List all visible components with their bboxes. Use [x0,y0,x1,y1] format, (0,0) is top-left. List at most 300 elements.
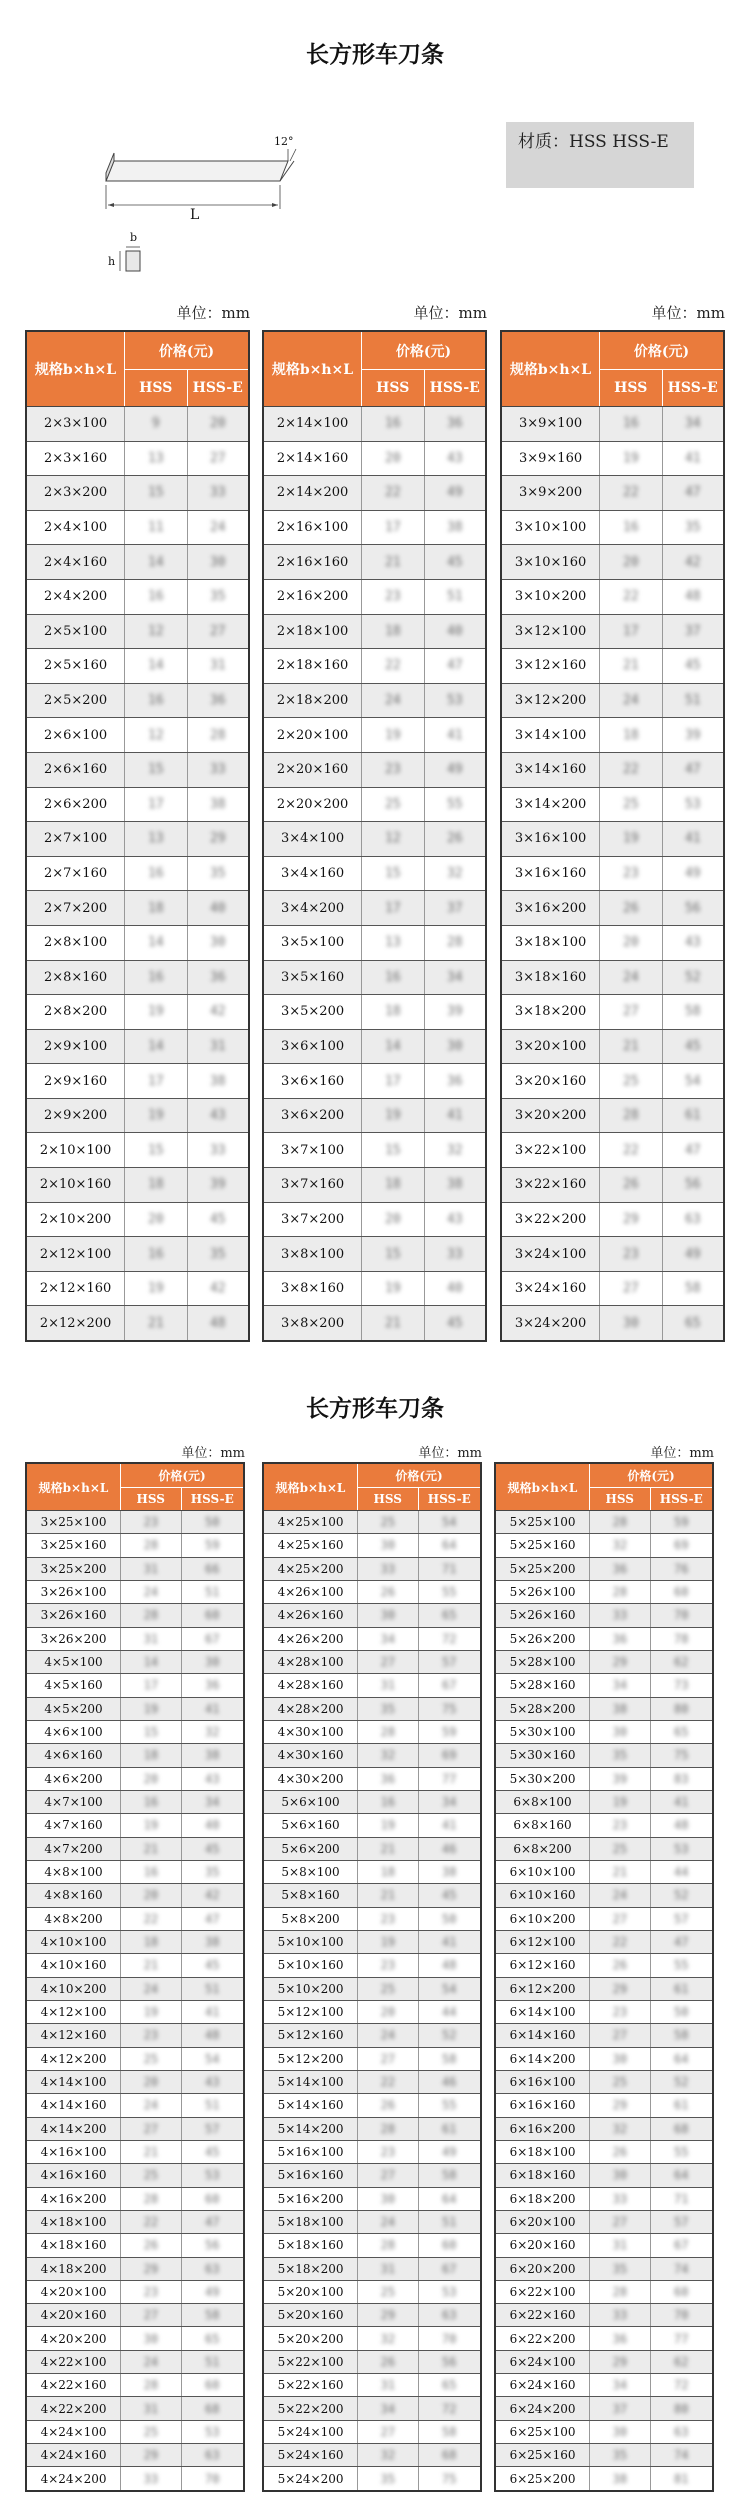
table-row [264,2234,480,2257]
hsse-price-cell: 41 [663,822,723,856]
hsse-price-cell: 32 [182,1721,243,1743]
hss-price-cell: 14 [125,926,187,960]
table-row [27,2141,243,2164]
hss-price-cell: 26 [600,1168,662,1202]
section-title: 长方形车刀条 [306,1396,444,1422]
hss-price-cell: 23 [590,1814,650,1836]
spec-cell: 3×16×100 [502,822,600,856]
table-row [264,1628,480,1651]
table-row [27,1861,243,1884]
table-row [27,2024,243,2047]
spec-cell: 3×26×160 [27,1604,121,1626]
hss-price-cell: 19 [121,1814,181,1836]
table-row [264,1674,480,1697]
hss-price-cell: 23 [358,1954,418,1976]
spec-cell: 2×12×100 [27,1237,125,1271]
hss-price-cell: 20 [600,545,662,579]
table-row [264,926,485,961]
table-row [496,1674,712,1697]
spec-cell: 2×4×100 [27,511,125,545]
table-row [496,2327,712,2350]
spec-cell: 6×12×200 [496,1978,590,2000]
table-row [502,684,723,719]
table-row [27,2188,243,2211]
table-header [502,332,723,407]
hss-price-cell: 18 [362,995,424,1029]
hsse-price-cell: 38 [182,1744,243,1766]
hss-price-cell: 30 [590,1721,650,1743]
hss-price-cell: 14 [362,1030,424,1064]
table-row [502,1203,723,1238]
hsse-price-cell: 42 [663,545,723,579]
hss-price-cell: 23 [362,580,424,614]
hsse-price-cell: 54 [182,2048,243,2070]
hsse-price-cell: 57 [651,1908,712,1930]
spec-cell: 3×22×200 [502,1203,600,1237]
hss-price-cell: 26 [358,2351,418,2373]
hss-price-cell: 32 [590,1534,650,1556]
spec-cell: 5×12×160 [264,2024,358,2046]
hss-price-cell: 18 [125,1168,187,1202]
table-row [27,1954,243,1977]
table-row [264,2281,480,2304]
hss-price-cell: 39 [590,1768,650,1790]
spec-cell: 4×22×100 [27,2351,121,2373]
spec-cell: 5×10×160 [264,1954,358,1976]
hss-price-cell: 16 [125,580,187,614]
spec-cell: 4×12×100 [27,2001,121,2023]
hsse-price-cell: 69 [419,1744,480,1766]
table-row [264,2421,480,2444]
spec-cell: 5×18×100 [264,2211,358,2233]
spec-cell: 3×5×160 [264,961,362,995]
table-row [264,407,485,442]
table-row [264,2374,480,2397]
table-row [496,1931,712,1954]
table-row [496,2281,712,2304]
hss-price-cell: 20 [362,442,424,476]
table-row [264,684,485,719]
spec-cell: 5×6×100 [264,1791,358,1813]
hsse-price-cell: 48 [182,2024,243,2046]
hsse-price-cell: 59 [651,1511,712,1533]
spec-cell: 3×14×200 [502,788,600,822]
hsse-price-cell: 80 [651,1698,712,1720]
table-row [264,1954,480,1977]
hsse-price-cell: 38 [182,1931,243,1953]
hsse-price-cell: 33 [425,1237,485,1271]
hsse-header: HSS-E [190,1492,234,1506]
hsse-price-cell: 44 [419,2001,480,2023]
spec-cell: 3×20×200 [502,1099,600,1133]
hss-price-cell: 27 [358,2048,418,2070]
table-row [502,442,723,477]
hss-price-cell: 19 [358,1931,418,1953]
hss-price-cell: 28 [600,1099,662,1133]
hsse-price-cell: 73 [651,1674,712,1696]
spec-cell: 3×4×160 [264,857,362,891]
table-row [496,2188,712,2211]
table-row [496,1581,712,1604]
hss-price-cell: 20 [125,1203,187,1237]
unit-label: 单位：mm [176,304,250,322]
price-header: 价格(元) [362,332,485,370]
hsse-price-cell: 72 [651,2374,712,2396]
material-box: 材质：HSS HSS-E [506,122,694,188]
spec-cell: 6×14×100 [496,2001,590,2023]
spec-cell: 4×25×200 [264,1558,358,1580]
spec-cell: 4×22×200 [27,2397,121,2419]
spec-cell: 6×22×160 [496,2304,590,2326]
hss-price-cell: 13 [125,822,187,856]
hss-price-cell: 24 [600,961,662,995]
price-subheaders [121,1488,243,1510]
hsse-price-cell: 42 [188,1272,248,1306]
table-row [502,857,723,892]
hsse-price-cell: 60 [182,1604,243,1626]
hss-header: HSS [600,370,663,406]
hsse-price-cell: 45 [425,1306,485,1340]
table-row [27,2048,243,2071]
table-row [264,2024,480,2047]
spec-cell: 6×10×100 [496,1861,590,1883]
spec-header: 规格b×h×L [264,332,362,406]
table-row [264,961,485,996]
hsse-price-cell: 63 [182,2258,243,2280]
hsse-price-cell: 43 [663,926,723,960]
price-subheaders [362,370,485,406]
price-subheaders [358,1488,480,1510]
spec-cell: 3×9×200 [502,476,600,510]
table-row [496,1721,712,1744]
hsse-price-cell: 52 [651,1884,712,1906]
unit-label: 单位：mm [650,1446,714,1461]
unit-label: 单位：mm [413,304,487,322]
table-row [502,1133,723,1168]
hsse-price-cell: 53 [182,2164,243,2186]
table-row [27,1272,248,1307]
spec-cell: 5×28×200 [496,1698,590,1720]
hsse-price-cell: 54 [663,1064,723,1098]
hsse-price-cell: 64 [651,2048,712,2070]
hss-price-cell: 19 [125,1272,187,1306]
spec-cell: 5×24×100 [264,2421,358,2443]
hss-price-cell: 30 [121,2327,181,2349]
table-body [502,407,723,1340]
table-row [496,1534,712,1557]
hss-price-cell: 33 [121,2467,181,2489]
spec-cell: 3×24×160 [502,1272,600,1306]
table-row [27,545,248,580]
hsse-price-cell: 54 [419,1511,480,1533]
unit-label: 单位：mm [181,1446,245,1461]
spec-cell: 2×18×100 [264,615,362,649]
hsse-price-cell: 51 [182,1978,243,2000]
table-row [496,1768,712,1791]
spec-cell: 3×18×100 [502,926,600,960]
table-row [264,1511,480,1534]
spec-cell: 5×30×160 [496,1744,590,1766]
table-row [27,1064,248,1099]
hsse-price-cell: 37 [425,891,485,925]
hsse-price-cell: 47 [651,1931,712,1953]
hsse-price-cell: 45 [182,1954,243,1976]
hsse-price-cell: 77 [419,1768,480,1790]
table-row [502,822,723,857]
hsse-price-cell: 34 [182,1791,243,1813]
hsse-price-cell: 70 [651,1604,712,1626]
spec-cell: 2×8×100 [27,926,125,960]
hss-price-cell: 23 [121,2281,181,2303]
spec-cell: 5×8×100 [264,1861,358,1883]
table-row [264,1651,480,1674]
table-row [27,891,248,926]
hsse-price-cell: 70 [182,2467,243,2489]
hsse-price-cell: 33 [188,476,248,510]
table-row [264,995,485,1030]
table-row [27,580,248,615]
table-row [502,961,723,996]
hsse-price-cell: 68 [182,2397,243,2419]
hss-price-cell: 34 [358,2397,418,2419]
hsse-price-cell: 62 [651,2351,712,2373]
table-row [27,442,248,477]
spec-cell: 2×12×160 [27,1272,125,1306]
hss-price-cell: 16 [125,961,187,995]
hsse-price-cell: 67 [651,2234,712,2256]
hsse-price-cell: 64 [419,2188,480,2210]
hsse-price-cell: 53 [425,684,485,718]
table-row [264,1237,485,1272]
table-row [496,2094,712,2117]
table-header [264,1464,480,1511]
hss-price-cell: 27 [590,1908,650,1930]
hss-price-cell: 28 [590,1581,650,1603]
table-row [27,2071,243,2094]
spec-cell: 4×16×200 [27,2188,121,2210]
table-row [27,649,248,684]
hss-price-cell: 16 [362,407,424,441]
hsse-price-cell: 47 [182,1908,243,1930]
hsse-header: HSS-E [192,380,243,396]
hss-price-cell: 24 [121,1581,181,1603]
hsse-price-cell: 45 [182,2141,243,2163]
spec-cell: 4×7×160 [27,1814,121,1836]
hss-price-cell: 27 [358,2164,418,2186]
table-row [27,1511,243,1534]
table-row [264,545,485,580]
spec-cell: 2×7×200 [27,891,125,925]
table-row [502,1099,723,1134]
spec-cell: 4×16×160 [27,2164,121,2186]
hsse-price-cell: 52 [419,2024,480,2046]
hss-price-cell: 22 [600,753,662,787]
length-label: L [190,207,200,223]
hsse-price-cell: 55 [425,788,485,822]
hsse-price-cell: 53 [182,2421,243,2443]
tool-bar-diagram [98,135,328,285]
hsse-price-cell: 61 [651,2094,712,2116]
hss-price-cell: 25 [358,2281,418,2303]
spec-cell: 4×18×100 [27,2211,121,2233]
hsse-price-cell: 52 [651,2071,712,2093]
hsse-price-cell: 30 [182,1651,243,1673]
hss-price-cell: 22 [600,580,662,614]
table-row [27,2164,243,2187]
hss-price-cell: 13 [362,926,424,960]
price-table [262,330,487,1342]
hss-price-cell: 33 [590,2188,650,2210]
hsse-price-cell: 63 [182,2444,243,2466]
hsse-price-cell: 35 [188,580,248,614]
hsse-price-cell: 62 [651,1651,712,1673]
spec-cell: 4×24×160 [27,2444,121,2466]
hss-price-cell: 23 [590,2001,650,2023]
hsse-price-cell: 49 [182,2281,243,2303]
spec-cell: 5×10×100 [264,1931,358,1953]
table-row [264,1698,480,1721]
hss-price-cell: 23 [362,753,424,787]
table-row [264,2094,480,2117]
price-header-group [600,332,723,406]
hss-price-cell: 13 [125,442,187,476]
hsse-price-cell: 67 [419,2258,480,2280]
table-row [27,1768,243,1791]
table-row [502,995,723,1030]
spec-cell: 3×12×100 [502,615,600,649]
hsse-price-cell: 77 [651,2327,712,2349]
hsse-price-cell: 39 [188,1168,248,1202]
spec-cell: 2×3×160 [27,442,125,476]
spec-cell: 4×30×100 [264,1721,358,1743]
hss-price-cell: 28 [358,1721,418,1743]
spec-cell: 2×6×160 [27,753,125,787]
spec-cell: 2×7×100 [27,822,125,856]
hss-price-cell: 15 [125,1133,187,1167]
hss-price-cell: 28 [358,2234,418,2256]
hsse-price-cell: 56 [663,891,723,925]
hsse-price-cell: 52 [663,961,723,995]
hsse-price-cell: 74 [651,2444,712,2466]
spec-cell: 2×20×100 [264,718,362,752]
table-row [27,1838,243,1861]
hss-price-cell: 17 [362,1064,424,1098]
hsse-price-cell: 47 [182,2211,243,2233]
table-row [496,1978,712,2001]
hsse-price-cell: 57 [651,2211,712,2233]
hsse-price-cell: 67 [182,1628,243,1650]
hss-price-cell: 27 [600,1272,662,1306]
hsse-price-cell: 30 [188,926,248,960]
table-row [27,1558,243,1581]
hss-price-cell: 11 [125,511,187,545]
hsse-price-cell: 70 [651,2304,712,2326]
hss-price-cell: 31 [121,2397,181,2419]
hsse-price-cell: 31 [188,1030,248,1064]
table-row [496,2467,712,2489]
hsse-price-cell: 60 [651,2281,712,2303]
table-row [27,2421,243,2444]
hsse-price-cell: 41 [419,1931,480,1953]
hsse-price-cell: 30 [425,1030,485,1064]
spec-header: 规格b×h×L [27,1464,121,1510]
hss-price-cell: 32 [358,2327,418,2349]
table-row [27,1133,248,1168]
hss-price-cell: 28 [358,2118,418,2140]
hsse-price-cell: 35 [182,1861,243,1883]
hsse-price-cell: 36 [425,407,485,441]
hsse-price-cell: 41 [651,1791,712,1813]
spec-cell: 4×28×200 [264,1698,358,1720]
hss-price-cell: 25 [121,2048,181,2070]
hsse-price-cell: 60 [182,2374,243,2396]
table-row [264,1791,480,1814]
hss-price-cell: 19 [358,1814,418,1836]
table-row [496,2048,712,2071]
hss-price-cell: 35 [590,1744,650,1766]
hss-price-cell: 16 [600,407,662,441]
spec-cell: 4×10×160 [27,1954,121,1976]
spec-cell: 5×24×160 [264,2444,358,2466]
spec-cell: 3×12×200 [502,684,600,718]
hsse-price-cell: 45 [182,1838,243,1860]
hsse-price-cell: 32 [425,1133,485,1167]
spec-cell: 2×5×200 [27,684,125,718]
hss-price-cell: 24 [358,2024,418,2046]
hsse-price-cell: 47 [663,476,723,510]
spec-cell: 5×25×200 [496,1558,590,1580]
table-row [27,1884,243,1907]
hsse-price-cell: 49 [425,476,485,510]
hsse-price-cell: 75 [419,1698,480,1720]
hss-price-cell: 17 [125,1064,187,1098]
hsse-price-cell: 27 [188,615,248,649]
hsse-price-cell: 36 [425,1064,485,1098]
hss-price-cell: 12 [362,822,424,856]
hss-price-cell: 27 [600,995,662,1029]
table-row [496,1954,712,1977]
table-row [502,649,723,684]
hss-price-cell: 19 [600,822,662,856]
hsse-price-cell: 60 [651,1581,712,1603]
hsse-price-cell: 26 [425,822,485,856]
hss-price-cell: 17 [362,891,424,925]
hss-price-cell: 19 [600,442,662,476]
table-row [27,1534,243,1557]
spec-cell: 6×16×200 [496,2118,590,2140]
hss-price-cell: 27 [121,2118,181,2140]
hss-price-cell: 34 [358,1628,418,1650]
table-row [502,1272,723,1307]
table-row [264,2001,480,2024]
spec-cell: 2×10×100 [27,1133,125,1167]
hss-price-cell: 32 [590,2118,650,2140]
hsse-price-cell: 55 [419,2094,480,2116]
hss-price-cell: 20 [121,1768,181,1790]
spec-cell: 6×8×200 [496,1838,590,1860]
hss-price-cell: 25 [121,2421,181,2443]
spec-cell: 5×22×100 [264,2351,358,2373]
table-row [502,1237,723,1272]
hss-price-cell: 23 [600,1237,662,1271]
table-row [264,753,485,788]
spec-cell: 3×6×100 [264,1030,362,1064]
hss-price-cell: 21 [121,1954,181,1976]
spec-cell: 3×26×100 [27,1581,121,1603]
hss-price-cell: 21 [121,1838,181,1860]
hsse-price-cell: 63 [663,1203,723,1237]
hss-price-cell: 16 [121,1791,181,1813]
